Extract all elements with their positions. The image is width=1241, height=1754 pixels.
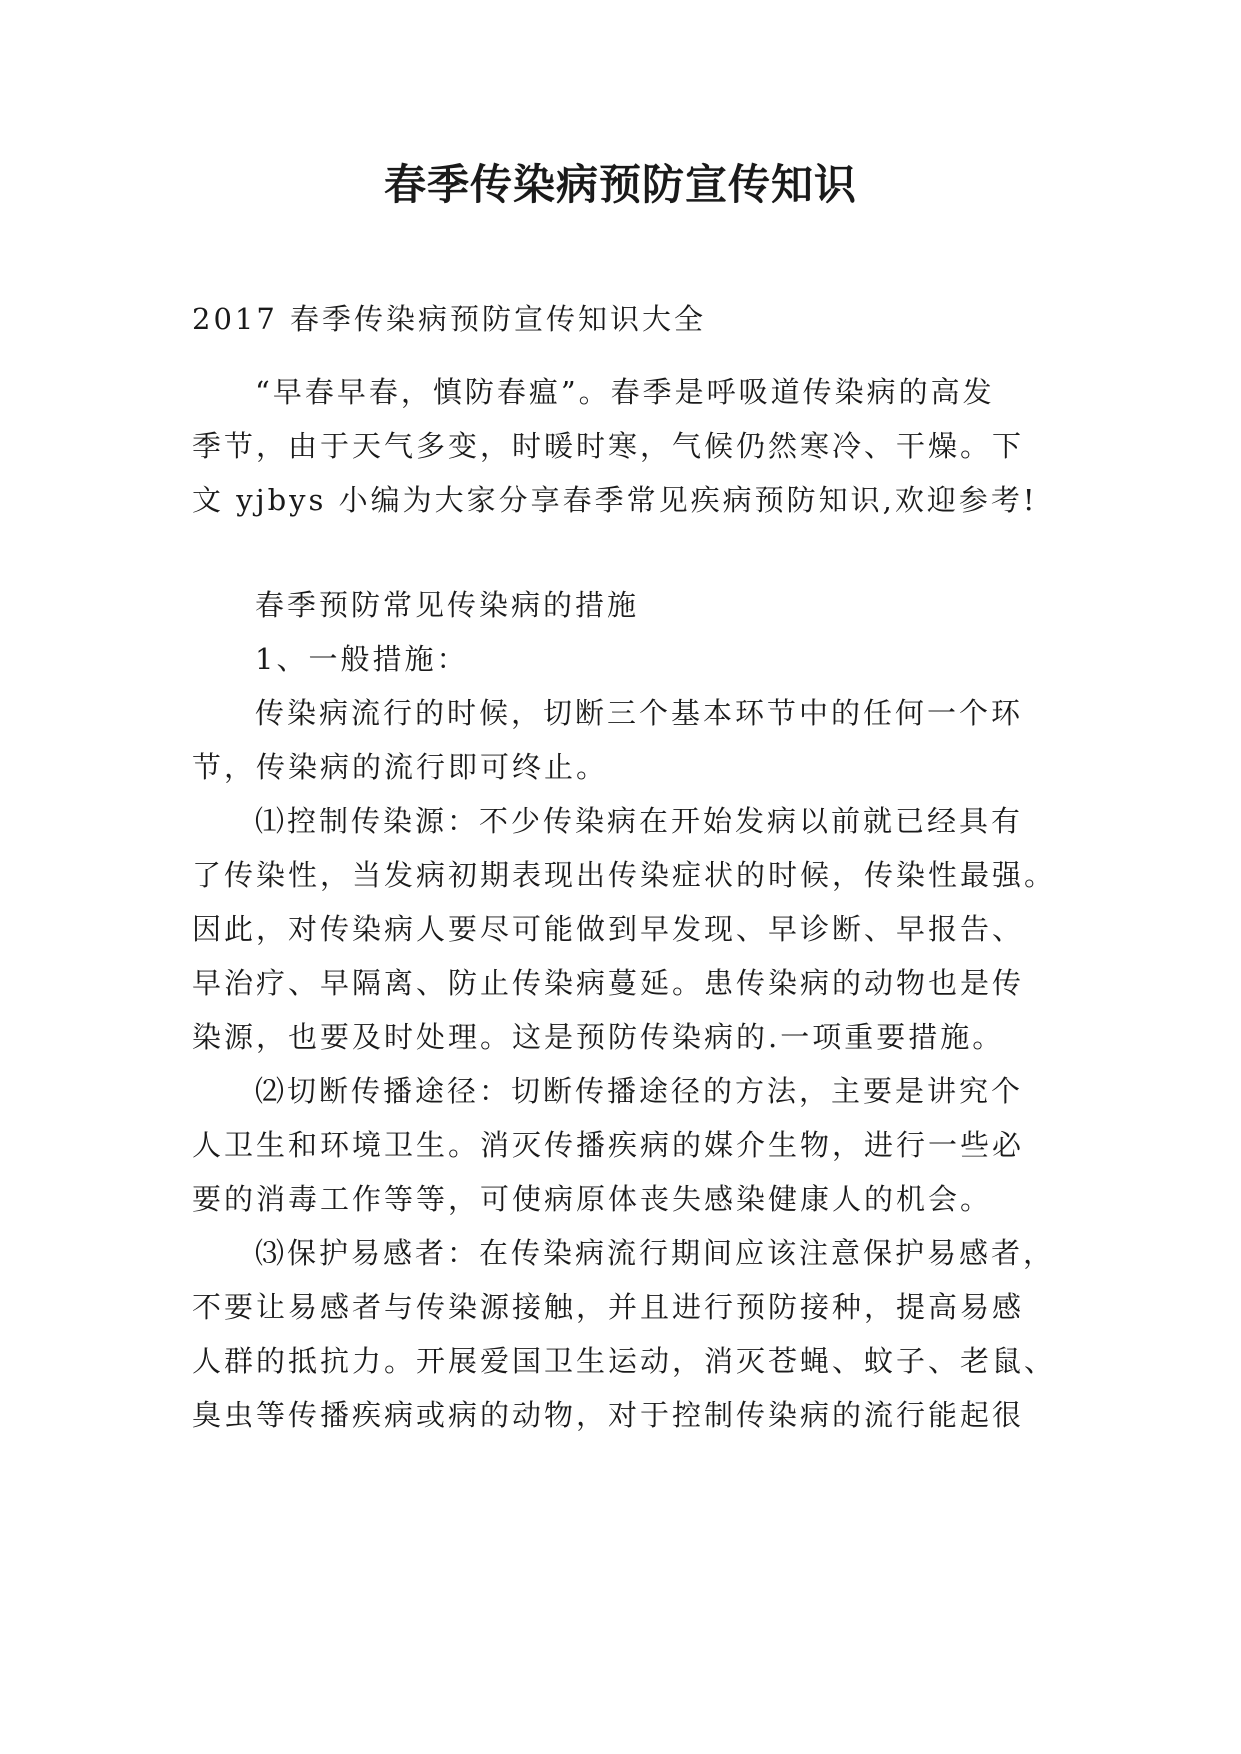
control-line-4: 早治疗、早隔离、防止传染病蔓延。患传染病的动物也是传: [192, 966, 1025, 1000]
item1-line-2: 节，传染病的流行即可终止。: [192, 750, 609, 784]
intro-line-1: “早春早春，慎防春瘟”。春季是呼吸道传染病的高发: [255, 375, 995, 409]
protect-line-1: ⑶保护易感者：在传染病流行期间应该注意保护易感者，: [255, 1236, 1056, 1270]
control-line-1: ⑴控制传染源：不少传染病在开始发病以前就已经具有: [255, 804, 1024, 838]
subtitle: 2017 春季传染病预防宣传知识大全: [192, 302, 707, 336]
cut-line-1: ⑵切断传播途径：切断传播途径的方法，主要是讲究个: [255, 1074, 1024, 1108]
cut-line-3: 要的消毒工作等等，可使病原体丧失感染健康人的机会。: [192, 1182, 993, 1216]
section-heading: 春季预防常见传染病的措施: [255, 588, 640, 622]
item1-heading: 1、一般措施：: [255, 642, 469, 676]
intro-line-3: 文 yjbys 小编为大家分享春季常见疾病预防知识,欢迎参考!: [192, 483, 1038, 517]
control-line-3: 因此，对传染病人要尽可能做到早发现、早诊断、早报告、: [192, 912, 1025, 946]
page-title: 春季传染病预防宣传知识: [383, 160, 857, 209]
item1-line-1: 传染病流行的时候，切断三个基本环节中的任何一个环: [255, 696, 1024, 730]
protect-line-4: 臭虫等传播疾病或病的动物，对于控制传染病的流行能起很: [192, 1398, 1025, 1432]
protect-line-3: 人群的抵抗力。开展爱国卫生运动，消灭苍蝇、蚊子、老鼠、: [192, 1344, 1057, 1378]
control-line-5: 染源，也要及时处理。这是预防传染病的.一项重要措施。: [192, 1020, 1005, 1054]
control-line-2: 了传染性，当发病初期表现出传染症状的时候，传染性最强。: [192, 858, 1057, 892]
protect-line-2: 不要让易感者与传染源接触，并且进行预防接种，提高易感: [192, 1290, 1025, 1324]
cut-line-2: 人卫生和环境卫生。消灭传播疾病的媒介生物，进行一些必: [192, 1128, 1025, 1162]
intro-line-2: 季节，由于天气多变，时暖时寒，气候仍然寒冷、干燥。下: [192, 429, 1025, 463]
